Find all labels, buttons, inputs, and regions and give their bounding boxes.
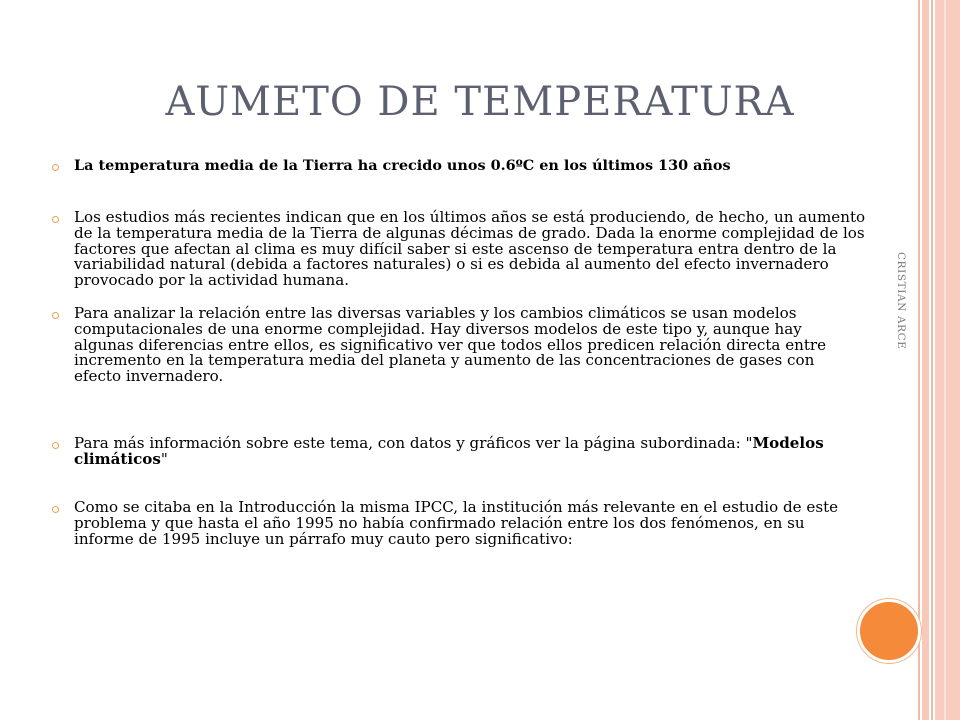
bullet-text-after: "	[160, 449, 168, 468]
bullet-text: La temperatura media de la Tierra ha crecido unos 0.6ºC en los últimos 130 años	[74, 157, 731, 174]
bullet-icon	[52, 506, 59, 513]
border-stripe	[918, 0, 920, 720]
border-stripe	[935, 0, 960, 720]
bullet-icon	[52, 164, 59, 171]
bullet-icon	[52, 216, 59, 223]
slide-title: AUMETO DE TEMPERATURA	[165, 79, 795, 125]
bullet-text-before: Para más información sobre este tema, con datos y gráficos ver la página subordinada: "	[74, 434, 753, 452]
border-stripe	[944, 0, 946, 720]
bullet-text: Los estudios más recientes indican que en los últimos años se está produciendo, de hecho, un aumento de la temperatura media de la Tierra de algunas décimas de grado. Dada la enorme complejidad de los factores que afectan al clima es muy difícil saber si este ascenso de temperatura entra dentro de la variabilidad natural (debida a factores naturales) o si es debida al aumento del efecto invernadero provocado por la actividad humana.	[74, 208, 866, 290]
modelos-climaticos-link[interactable]: Modelos climáticos	[74, 434, 824, 468]
bullet-text	[74, 436, 866, 468]
bullet-text: Como se citaba en la Introducción la misma IPCC, la institución más relevante en el estudio de este problema y que hasta el año 1995 no había confirmado relación entre los dos fenómenos, en su informe de 1995 incluye un párrafo muy cauto pero significativo:	[74, 498, 839, 548]
author-label: CRISTIAN ARCE	[895, 252, 907, 350]
bullet-text: Para analizar la relación entre las diversas variables y los cambios climáticos se usan modelos computacionales de una enorme complejidad. Hay diversos modelos de este tipo y, aunque hay algunas diferencias entre ellos, es significativo ver que todos ellos predicen relación directa entre incremento en la temperatura media del planeta y aumento de las concentraciones de gases con efecto invernadero.	[74, 304, 827, 386]
border-stripe	[931, 0, 933, 720]
bullet-icon	[52, 442, 59, 449]
bullet-icon	[52, 312, 59, 319]
decorative-circle	[857, 599, 921, 663]
border-stripe	[922, 0, 929, 720]
